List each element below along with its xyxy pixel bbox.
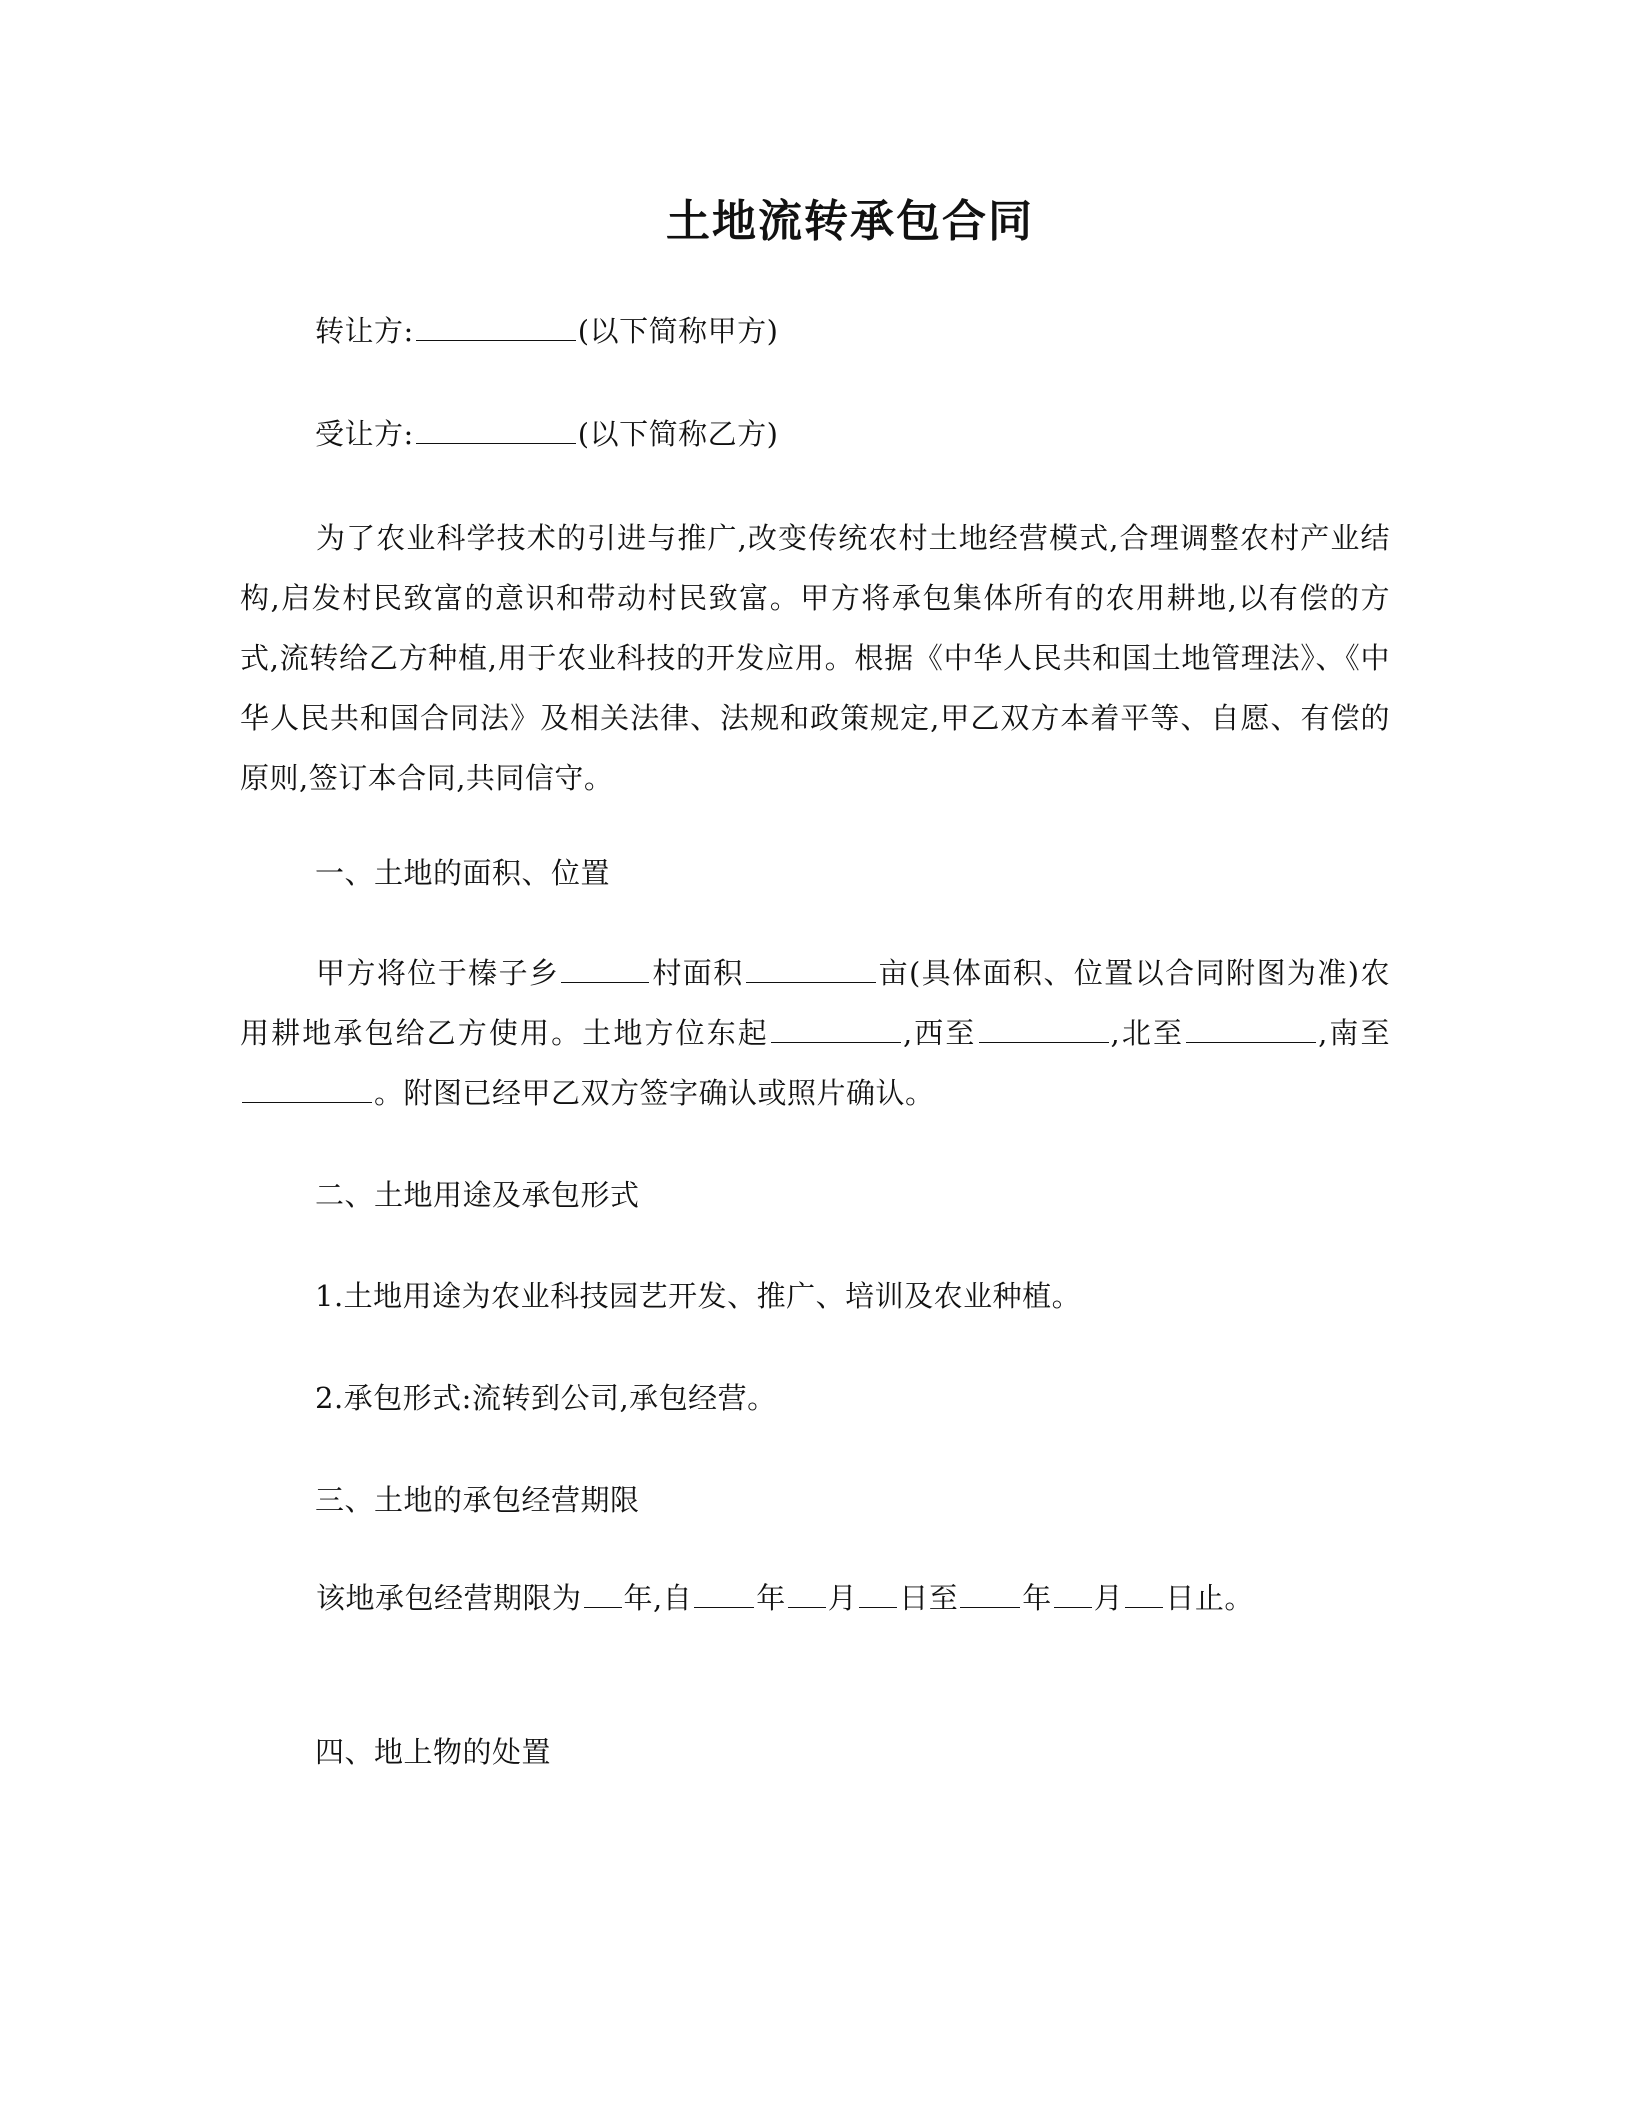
start-year-blank [694,1577,754,1608]
section-3-paragraph [240,1568,1390,1628]
section-1-text-5: ,北至 [1110,1016,1185,1050]
section-1-heading: 一、土地的面积、位置 [315,856,611,890]
west-blank [979,1012,1109,1043]
section-1-text-3: 亩(具体面积、位置以合同附图为准)农用耕地承包给乙方使用。土地方位东起 [240,956,1390,1050]
section-3-text-4: 月 [827,1581,858,1615]
party-b-suffix: (以下简称乙方) [577,417,779,451]
section-3-text-1: 该地承包经营期限为 [316,1581,582,1615]
north-blank [1186,1012,1316,1043]
page-title: 土地流转承包合同 [666,196,1034,247]
section-3-text-5: 日至 [899,1581,959,1615]
section-3-text-2: 年,自 [623,1581,693,1615]
party-b-label: 受让方: [315,417,414,451]
end-day-blank [1125,1577,1163,1608]
section-4-heading: 四、地上物的处置 [315,1735,552,1769]
end-month-blank [1054,1577,1092,1608]
end-year-blank [960,1577,1020,1608]
section-3-text-6: 年 [1022,1581,1052,1615]
section-1-text-6: ,南至 [1318,1016,1391,1050]
section-2-item-2: 2.承包形式:流转到公司,承包经营。 [315,1381,777,1415]
party-a-line [315,310,778,351]
area-blank [746,952,876,983]
east-blank [771,1012,901,1043]
section-1-text-4: ,西至 [902,1016,977,1050]
section-1-text-7: 。附图已经甲乙双方签字确认或照片确认。 [374,1076,935,1110]
section-3-text-3: 年 [756,1581,786,1615]
party-b-blank [416,413,576,444]
start-month-blank [788,1577,826,1608]
party-b-line [315,413,778,454]
south-blank [242,1072,372,1103]
village-blank [561,952,649,983]
section-3-text-8: 日止。 [1165,1581,1254,1615]
section-1-paragraph [240,943,1390,1123]
section-3-text-7: 月 [1093,1581,1124,1615]
term-years-blank [584,1577,622,1608]
party-a-blank [416,310,576,341]
party-a-suffix: (以下简称甲方) [577,314,779,348]
party-a-label: 转让方: [315,314,414,348]
section-1-text-1: 甲方将位于榛子乡 [316,956,560,990]
preamble-paragraph: 为了农业科学技术的引进与推广,改变传统农村土地经营模式,合理调整农村产业结构,启发村民致富的意识和带动村民致富。甲方将承包集体所有的农用耕地,以有偿的方式,流转给乙方种植,用于农业科技的开发应用。根据《中华人民共和国土地管理法》、《中华人民共和国合同法》及相关法律、法规和政策规定,甲乙双方本着平等、自愿、有偿的原则,签订本合同,共同信守。 [240,521,1390,795]
section-1-text-2: 村面积 [651,956,744,990]
section-2-heading: 二、土地用途及承包形式 [315,1178,640,1212]
start-day-blank [859,1577,897,1608]
section-3-heading: 三、土地的承包经营期限 [315,1483,640,1517]
section-2-item-1: 1.土地用途为农业科技园艺开发、推广、培训及农业种植。 [315,1279,1082,1313]
